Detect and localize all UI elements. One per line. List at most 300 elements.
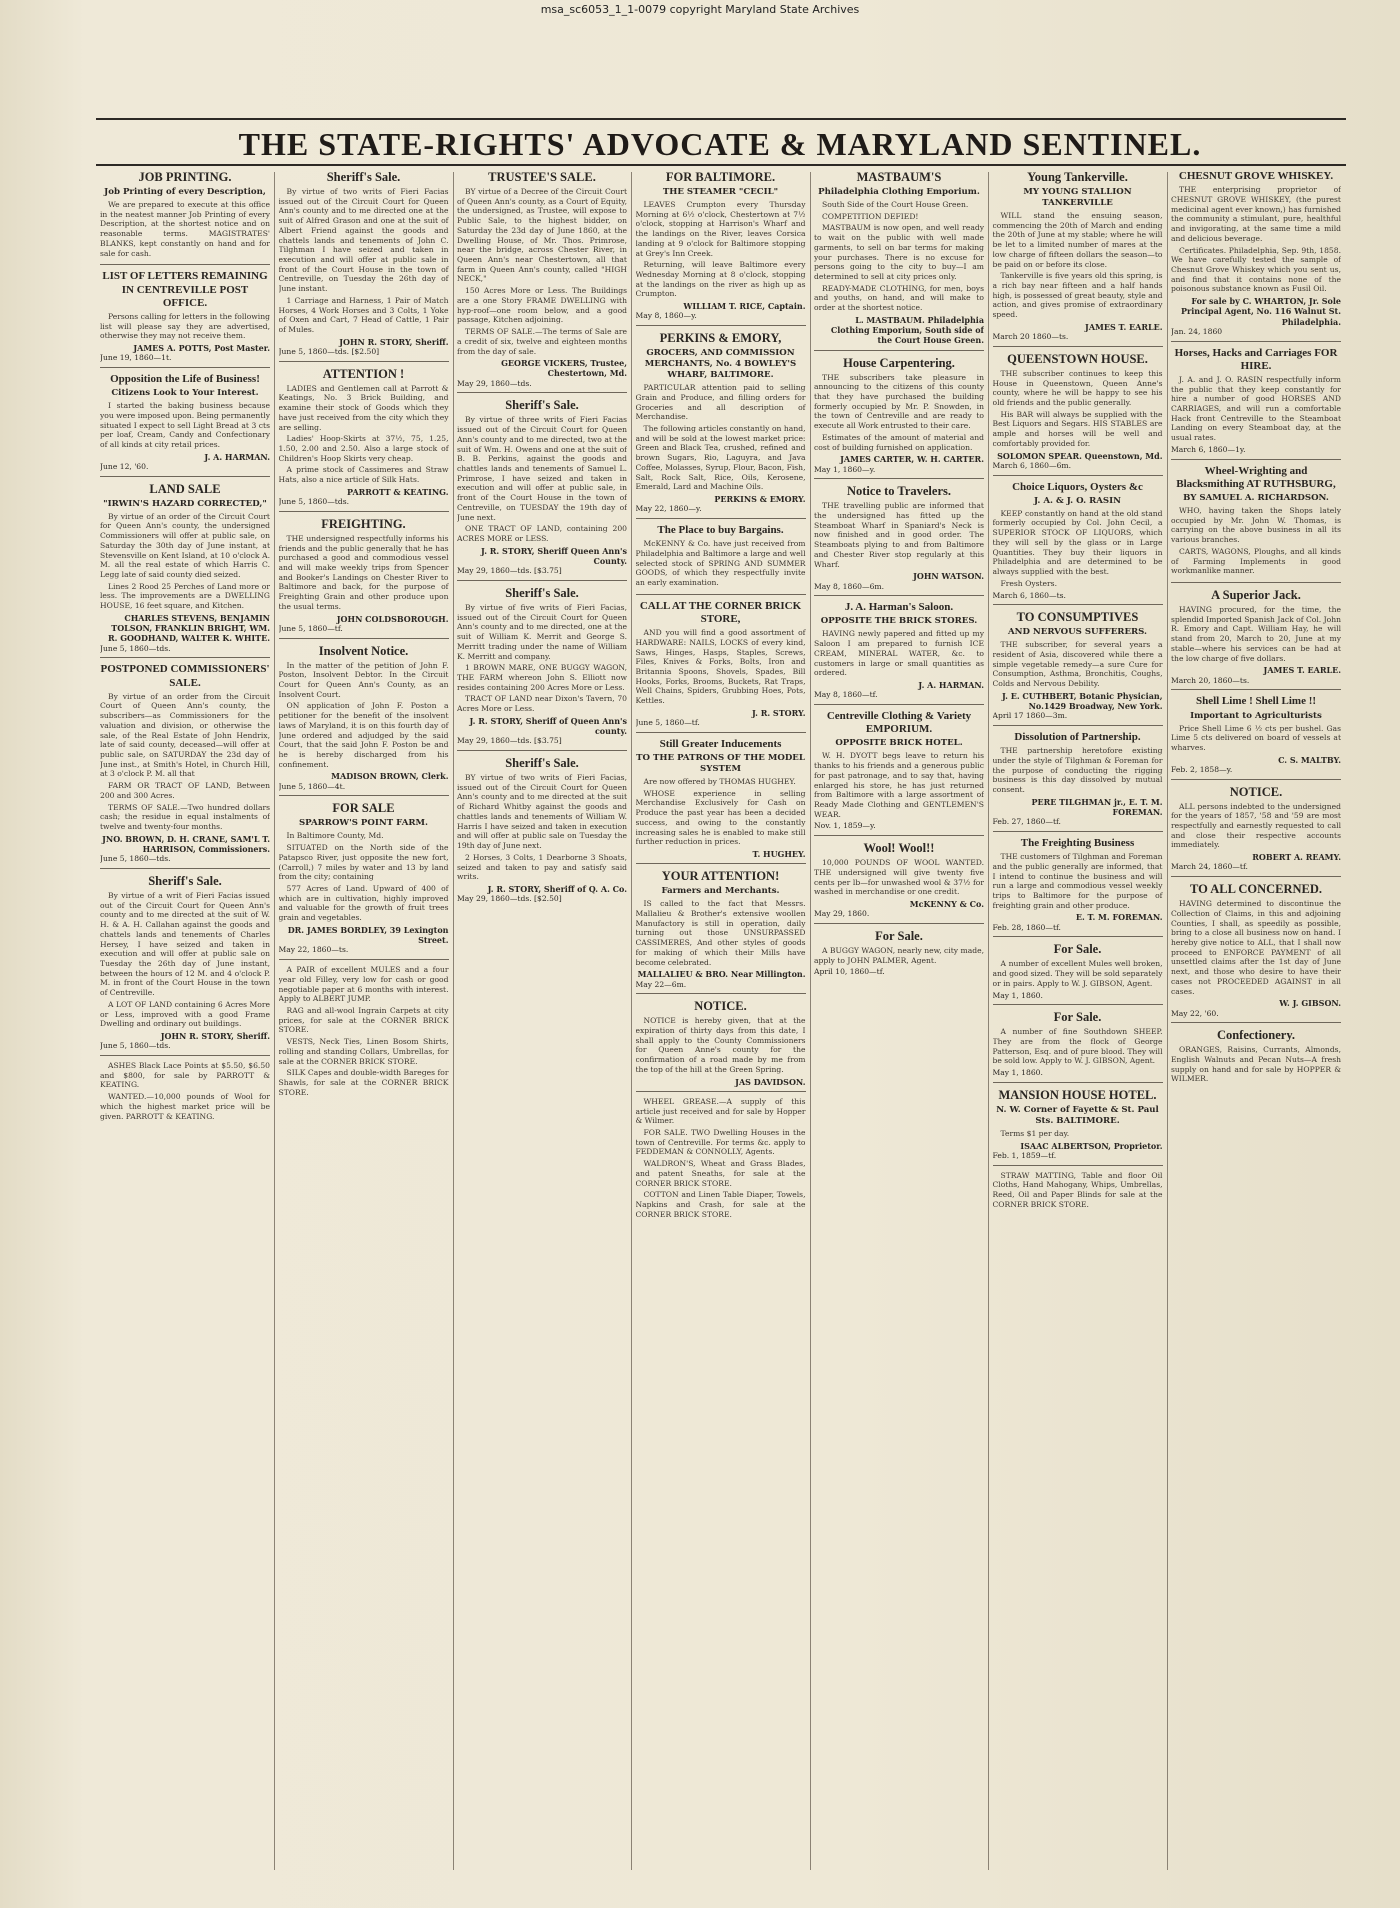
ad-paragraph: WHO, having taken the Shops lately occupied by Mr. John W. Thomas, is carrying on the above business in all its various branches. bbox=[1171, 506, 1341, 545]
ad-subhead: "IRWIN'S HAZARD CORRECTED," bbox=[103, 498, 267, 509]
ad-paragraph: COMPETITION DEFIED! bbox=[822, 211, 919, 221]
advertisement bbox=[814, 841, 984, 924]
ad-body bbox=[636, 628, 806, 706]
ad-paragraph: Are now offered by THOMAS HUGHEY. bbox=[643, 777, 796, 787]
ad-body bbox=[636, 200, 806, 299]
ad-paragraph: WILL stand the ensuing season, commencing the 20th of March and ending the 20th of June at my stable; where he will be let to a limited number of mares at the low charge of fifteen dollars the season—to be paid on or before its close. bbox=[992, 211, 1163, 269]
ad-signature: JOHN R. STORY, Sheriff. bbox=[160, 1031, 270, 1042]
ad-signature: L. MASTBAUM. Philadelphia Clothing Emporium, South side of the Court House Green. bbox=[830, 314, 984, 346]
ad-headline: Centreville Clothing & Variety EMPORIUM. bbox=[826, 710, 972, 736]
ad-body bbox=[279, 661, 449, 770]
ad-headline: A Superior Jack. bbox=[1211, 588, 1301, 603]
ad-signature: CHARLES STEVENS, BENJAMIN TOLSON, FRANKLIN BRIGHT, WM. R. GOODHAND, WALTER K. WHITE. bbox=[107, 612, 270, 644]
column-6 bbox=[993, 170, 1163, 1870]
ad-subhead: GROCERS, AND COMMISSION MERCHANTS, No. 4 BOWLEY'S WHARF, BALTIMORE. bbox=[644, 348, 797, 381]
ad-paragraph: Estimates of the amount of material and cost of building furnished on application. bbox=[814, 432, 984, 452]
advertisement bbox=[100, 270, 270, 368]
advertisement bbox=[814, 710, 984, 836]
advertisement bbox=[993, 942, 1163, 1005]
ad-paragraph: ONE TRACT OF LAND, containing 200 ACRES MORE or LESS. bbox=[457, 524, 627, 544]
advertisement bbox=[457, 170, 627, 393]
ad-date: June 5, 1860—tds. [$2.50] bbox=[278, 347, 380, 357]
ad-headline: CALL AT THE CORNER BRICK STORE, bbox=[639, 599, 802, 625]
ad-paragraph: BY virtue of a Decree of the Circuit Court of Queen Ann's county, as a Court of Equity, the undersigned, as Trustee, will expose to Public Sale, to the highest bidder, on Saturday the 23d day of June 1860, at the Dwelling House, of Mr. Thos. Primrose, near the bridge, across Chester River, in Queen Ann's near Chestertown, all that farm in Queen Ann's county, called "HIGH NECK," bbox=[457, 187, 627, 284]
ad-headline: Sheriff's Sale. bbox=[505, 585, 579, 600]
ad-body bbox=[814, 373, 984, 453]
advertisement bbox=[1171, 347, 1341, 460]
ad-headline: Insolvent Notice. bbox=[318, 643, 409, 658]
ad-body bbox=[1171, 375, 1341, 443]
ad-paragraph: IS called to the fact that Messrs. Mallalieu & Brother's extensive woollen Manufactory is still in operation, daily turning out those UNSURPASSED CASSIMERES, And other styles of goods for making of which their Mills have become celebrated. bbox=[635, 899, 806, 967]
ad-headline: Young Tankerville. bbox=[1027, 170, 1128, 184]
ad-paragraph: NOTICE is hereby given, that at the expiration of thirty days from this date, I shall apply to the County Commissioners for Queen Anne's county for the confirmation of a road made by me from the top of the hill at the Green Spring. bbox=[635, 1016, 806, 1074]
ad-paragraph: TRACT OF LAND near Dixon's Tavern, 70 Acres More or Less. bbox=[457, 694, 627, 714]
advertisement bbox=[279, 965, 449, 1103]
ad-headline: For Sale. bbox=[875, 928, 923, 943]
advertisement bbox=[1171, 785, 1341, 878]
advertisement bbox=[636, 869, 806, 994]
ad-paragraph: The following articles constantly on hand, and will be sold at the lowest market price: Green and Black Tea, crushed, refined and brown Sugars, Rio, Laguyra, and Java Coffee, Molasses, Syrup, Flour, Bacon, Fish, Salt, Rock Salt, Rice, Oils, Kerosene, Emerald, Lard and Machine Oils. bbox=[635, 424, 806, 492]
column-divider bbox=[274, 172, 275, 1870]
ad-body bbox=[457, 603, 627, 714]
ad-paragraph: CARTS, WAGONS, Ploughs, and all kinds of Farming Implements in good workmanlike manner. bbox=[1171, 546, 1341, 576]
ad-headline: The Freighting Business bbox=[1020, 836, 1135, 849]
advertisement bbox=[636, 999, 806, 1092]
ad-paragraph: 1 Carriage and Harness, 1 Pair of Match Horses, 4 Work Horses and 3 Colts, 1 Yoke of Oxen and Cart, 7 Head of Cattle, 1 Pair of Mules. bbox=[278, 295, 449, 335]
ad-signature: T. HUGHEY. bbox=[752, 849, 806, 860]
ad-headline: The Place to buy Bargains. bbox=[657, 524, 784, 536]
ad-date: May 29, 1860—tds. bbox=[457, 378, 532, 388]
ad-date: June 5, 1860—tf. bbox=[278, 623, 343, 633]
archive-caption: msa_sc6053_1_1-0079 copyright Maryland State Archives bbox=[540, 3, 860, 16]
ad-paragraph: READY-MADE CLOTHING, for men, boys and youths, on hand, and will make to order at the shortest notice. bbox=[814, 283, 984, 313]
ad-body bbox=[457, 773, 627, 882]
advertisement bbox=[279, 801, 449, 960]
ad-paragraph: ON application of John F. Poston a petitioner for the benefit of the insolvent laws of Maryland, it is on this fourth day of June ordered and adjudged by the said Court, that the said John F. Poston be and he is hereby discharged from his confinement. bbox=[278, 701, 449, 769]
ad-date: June 5, 1860—4t. bbox=[278, 781, 346, 791]
ad-paragraph: THE undersigned respectfully informs his friends and the public generally that he has purchased a good and commodious vessel and will make weekly trips from Spencer and Booker's Landings on Chester River to Baltimore and back, for the purpose of Freighting Grain and other produce upon the usual terms. bbox=[278, 533, 449, 611]
ad-headline: ATTENTION ! bbox=[322, 366, 405, 381]
ad-subhead: AND NERVOUS SUFFERERS. bbox=[1007, 627, 1148, 638]
ad-paragraph: Tankerville is five years old this spring, is a rich bay near fifteen and a half hands high, is possessed of great beauty, style and action, and gives promise of extraordinary speed. bbox=[992, 271, 1163, 320]
ad-paragraph: By virtue of an order from the Circuit Court of Queen Ann's county, the subscribers—as Commissioners for the valuation and division, or otherwise the sale, of the Real Estate of John Hendrix, late of said county, deceased—will offer at public sale, on SATURDAY the 23d day of June inst., at Smith's Hotel, in Church Hill, at 3 o'clock P. M. all that bbox=[100, 691, 270, 779]
ad-paragraph: TERMS OF SALE.—The terms of Sale are a credit of six, twelve and eighteen months from the day of sale. bbox=[457, 327, 627, 356]
ad-paragraph: J. A. and J. O. RASIN respectfully inform the public that they keep constantly for hire a number of good HORSES AND CARRIAGES, and will run a comfortable Hack front Centreville to the Steamboat Landing on every Steamboat day, at the usual rates. bbox=[1171, 374, 1341, 443]
ad-paragraph: ASHES Black Lace Points at $5.50, $6.50 and $800, for sale by PARROTT & KEATING. bbox=[100, 1060, 270, 1090]
advertisement bbox=[993, 1088, 1163, 1166]
ad-paragraph: W. H. DYOTT begs leave to return his thanks to his friends and a generous public for past patronage, and to say that, having enlarged his store, he has just returned from Baltimore with a large assortment of Ready Made Clothing and GENTLEMEN'S WEAR. bbox=[814, 751, 984, 819]
advertisement bbox=[457, 586, 627, 751]
ad-signature: J. E. CUTHBERT, Botanic Physician, No.1429 Broadway, New York. bbox=[1002, 690, 1163, 712]
ad-paragraph: PARTICULAR attention paid to selling Grain and Produce, and filling orders for Groceries and all description of Merchandise. bbox=[635, 383, 806, 422]
ad-headline: Wheel-Wrighting and Blacksmithing AT RUTHSBURG, bbox=[1176, 464, 1336, 490]
ad-date: Feb. 1, 1859—tf. bbox=[992, 1150, 1057, 1160]
ad-date: Feb. 2, 1858—y. bbox=[1171, 764, 1233, 774]
ad-date: May 29, 1860—tds. [$3.75] bbox=[457, 736, 562, 746]
column-4 bbox=[636, 170, 806, 1870]
advertisement bbox=[100, 663, 270, 869]
ad-body bbox=[1171, 899, 1341, 996]
advertisement bbox=[636, 1097, 806, 1226]
column-7 bbox=[1171, 170, 1341, 1870]
ad-paragraph: WHEEL GREASE.—A supply of this article just received and for sale by Hopper & Wilmer. bbox=[635, 1096, 806, 1126]
ad-headline: Sheriff's Sale. bbox=[505, 398, 579, 413]
ad-signature: JNO. BROWN, D. H. CRANE, SAM'L T. HARRISON, Commissioners. bbox=[102, 833, 270, 854]
ad-body bbox=[1171, 1045, 1341, 1084]
ad-subhead: J. A. & J. O. RASIN bbox=[1033, 495, 1122, 506]
ad-paragraph: MASTBAUM is now open, and well ready to wait on the public with well made garments, to sell on bar terms for making your purchases. There is no excuse for persons going to the city to buy—I am determined to sell at city prices only. bbox=[814, 223, 984, 282]
advertisement bbox=[636, 331, 806, 519]
advertisement bbox=[100, 1061, 270, 1127]
ad-paragraph: I started the baking business because you were imposed upon. Being permanently situated I expect to sell Light Bread at 3 cts per loaf, Cream, Candy and Confectionary of all kinds at city retail prices. bbox=[100, 401, 270, 450]
advertisement bbox=[814, 170, 984, 351]
ad-signature: GEORGE VICKERS, Trustee, Chestertown, Md. bbox=[501, 358, 627, 379]
ad-subhead: MY YOUNG STALLION TANKERVILLE bbox=[1023, 187, 1132, 208]
ad-signature: WILLIAM T. RICE, Captain. bbox=[683, 301, 806, 312]
ad-body bbox=[993, 640, 1163, 689]
ad-body bbox=[100, 200, 270, 258]
ad-paragraph: WALDRON'S, Wheat and Grass Blades, and patent Sneaths, for sale at the CORNER BRICK STORE. bbox=[635, 1159, 806, 1188]
ad-signature: JAMES T. EARLE. bbox=[1085, 321, 1163, 332]
ad-signature: DR. JAMES BORDLEY, 39 Lexington Street. bbox=[287, 924, 449, 946]
ad-headline: Choice Liquors, Oysters &c bbox=[1012, 480, 1143, 493]
ad-signature: JAMES T. EARLE. bbox=[1263, 665, 1341, 676]
ad-body bbox=[993, 1129, 1163, 1139]
ad-headline: Notice to Travelers. bbox=[846, 484, 951, 499]
ad-paragraph: HAVING newly papered and fitted up my Saloon I am prepared to furnish ICE CREAM, MINERAL WATER, &c. to customers in large or small quantities as ordered. bbox=[814, 629, 984, 678]
masthead-bottom-rule bbox=[96, 164, 1346, 166]
ad-date: June 19, 1860—1t. bbox=[100, 353, 172, 363]
ad-body bbox=[279, 965, 449, 1097]
ad-signature: J. R. STORY. bbox=[751, 707, 806, 718]
ad-body bbox=[279, 187, 449, 335]
ad-body bbox=[279, 534, 449, 612]
columns-container bbox=[100, 170, 1350, 1870]
ad-paragraph: FARM OR TRACT OF LAND, Between 200 and 300 Acres. bbox=[100, 781, 270, 800]
advertisement bbox=[993, 731, 1163, 832]
ad-headline: FOR SALE bbox=[332, 801, 395, 816]
ad-paragraph: Certificates. Philadelphia, Sep. 9th, 1858. We have carefully tested the sample of Chesnut Grove Whiskey which you sent us, and find that it contains none of the poisonous substance known as Fusil Oil. bbox=[1171, 245, 1341, 294]
masthead-title: THE STATE-RIGHTS' ADVOCATE & MARYLAND SENTINEL. bbox=[238, 126, 1202, 162]
ad-body bbox=[636, 1016, 806, 1074]
advertisement bbox=[993, 481, 1163, 606]
ad-body bbox=[457, 187, 627, 356]
ad-paragraph: 1 BROWN MARE, ONE BUGGY WAGON, THE FARM whereon John S. Elliott now resides containing 200 Acres More or Less. bbox=[457, 663, 627, 692]
ad-paragraph: HAVING procured, for the time, the splendid Imported Spanish Jack of Col. John R. Emory and Capt. William Hay, he will stand from 20, March to 20, June at my stable—where his services can be had at the low charge of five dollars. bbox=[1171, 605, 1341, 663]
ad-date: June 12, '60. bbox=[100, 462, 149, 471]
ad-body bbox=[993, 211, 1163, 320]
ad-paragraph: A BUGGY WAGON, nearly new, city made, apply to JOHN PALMER, Agent. bbox=[814, 945, 984, 965]
ad-subhead: OPPOSITE THE BRICK STORES. bbox=[820, 616, 978, 627]
ad-signature: ISAAC ALBERTSON, Proprietor. bbox=[1020, 1140, 1163, 1151]
ad-paragraph: A PAIR of excellent MULES and a four year old Filley, very low for cash or good negotiable paper at 6 months with interest. Apply to ALBERT JUMP. bbox=[278, 965, 449, 1004]
ad-headline: MASTBAUM'S bbox=[856, 170, 942, 184]
advertisement bbox=[1171, 1028, 1341, 1090]
ad-signature: E. T. M. FOREMAN. bbox=[1075, 912, 1163, 923]
ad-subhead: OPPOSITE BRICK HOTEL. bbox=[835, 738, 963, 749]
ad-paragraph: COTTON and Linen Table Diaper, Towels, Napkins and Crash, for sale at the CORNER BRICK STORE. bbox=[635, 1190, 806, 1219]
column-1 bbox=[100, 170, 270, 1870]
column-divider bbox=[810, 172, 811, 1870]
ad-body bbox=[814, 858, 984, 897]
ad-date: June 5, 1860—tds. bbox=[100, 1041, 171, 1051]
advertisement bbox=[993, 837, 1163, 937]
ad-headline: TO CONSUMPTIVES bbox=[1016, 610, 1139, 625]
ad-date: March 6, 1860—1y. bbox=[1171, 444, 1246, 454]
ad-signature: J. R. STORY, Sheriff Queen Ann's County. bbox=[481, 545, 627, 566]
ad-signature: W. J. GIBSON. bbox=[1279, 998, 1341, 1009]
ad-paragraph: A number of fine Southdown SHEEP. They are from the flock of George Patterson, Esq. and of pure blood. They will be sold low. Apply to W. J. GIBSON, Agent. bbox=[992, 1027, 1163, 1066]
ad-paragraph: A LOT OF LAND containing 6 Acres More or Less, improved with a good Frame Dwelling and ordinary out buildings. bbox=[100, 999, 270, 1029]
ad-paragraph: RAG and all-wool Ingrain Carpets at city prices, for sale at the CORNER BRICK STORE. bbox=[278, 1005, 449, 1035]
ad-paragraph: Terms $1 per day. bbox=[1000, 1128, 1070, 1138]
ad-date: June 5, 1860—tds. bbox=[278, 497, 350, 507]
ad-date: March 24, 1860—tf. bbox=[1171, 862, 1248, 872]
ad-date: May 22, 1860—ts. bbox=[278, 945, 349, 955]
ad-body bbox=[100, 312, 270, 341]
ad-body bbox=[100, 1061, 270, 1121]
ad-body bbox=[814, 751, 984, 819]
ad-subhead: SPARROW'S POINT FARM. bbox=[298, 818, 429, 829]
ad-signature: MALLALIEU & BRO. Near Millington. bbox=[637, 969, 806, 980]
advertisement bbox=[100, 373, 270, 477]
ad-date: May 29, 1860. bbox=[814, 909, 870, 919]
ad-headline: Still Greater Inducements bbox=[659, 737, 782, 750]
ad-headline: J. A. Harman's Saloon. bbox=[844, 601, 954, 614]
ad-signature: McKENNY & Co. bbox=[909, 899, 984, 910]
ad-headline: Horses, Hacks and Carriages FOR HIRE. bbox=[1174, 346, 1338, 372]
advertisement bbox=[993, 1171, 1163, 1216]
advertisement bbox=[1171, 588, 1341, 690]
ad-signature: JAMES CARTER, W. H. CARTER. bbox=[840, 454, 984, 465]
ad-signature: JOHN COLDSBOROUGH. bbox=[336, 613, 449, 624]
ad-body bbox=[993, 746, 1163, 795]
ad-headline: NOTICE. bbox=[694, 999, 747, 1014]
column-2 bbox=[279, 170, 449, 1870]
ad-paragraph: Fresh Oysters. bbox=[1000, 578, 1057, 588]
ad-headline: TRUSTEE'S SALE. bbox=[488, 170, 596, 184]
ad-date: May 8, 1860—6m. bbox=[814, 581, 885, 591]
ad-paragraph: 10,000 POUNDS OF WOOL WANTED. THE undersigned will give twenty five cents per lb—for unwashed wool & 37½ for washed in merchandise or one credit. bbox=[814, 858, 984, 897]
advertisement bbox=[1171, 882, 1341, 1023]
advertisement bbox=[814, 601, 984, 705]
ad-headline: For Sale. bbox=[1053, 1010, 1102, 1025]
ad-paragraph: 2 Horses, 3 Colts, 1 Dearborne 3 Shoats, seized and taken to pay and satisfy said writs. bbox=[457, 852, 627, 882]
ad-body bbox=[100, 891, 270, 1029]
ad-signature: PARROTT & KEATING. bbox=[347, 486, 449, 497]
ad-signature: JOHN WATSON. bbox=[913, 571, 984, 582]
ad-date: June 5, 1860—tds. bbox=[100, 643, 171, 653]
ad-date: Feb. 28, 1860—tf. bbox=[992, 922, 1061, 932]
column-divider bbox=[1167, 172, 1168, 1870]
ad-date: May 29, 1860—tds. [$3.75] bbox=[457, 566, 562, 576]
ad-headline: Dissolution of Partnership. bbox=[1014, 731, 1141, 743]
ad-paragraph: By virtue of three writs of Fieri Facias issued out of the Circuit Court for Queen Ann's county and to me directed, two at the suit of Wm. H. Owens and one at the suit of B. B. Perkins, against the goods and chattles lands and tenements of Samuel L. Primrose, I have seized and taken in execution and will offer at public sale, in front of the Court House in the town of Centreville, on TUESDAY the 19th day of June next. bbox=[457, 415, 627, 522]
ad-paragraph: THE subscriber continues to keep this House in Queenstown, Queen Anne's county, where he will be happy to see his old friends and the public generally. bbox=[992, 368, 1163, 408]
advertisement bbox=[100, 874, 270, 1056]
ad-headline: QUEENSTOWN HOUSE. bbox=[1007, 351, 1148, 366]
ad-paragraph: 150 Acres More or Less. The Buildings are a one Story FRAME DWELLING with hyp-roof—one room below, and a good passage, Kitchen adjoining. bbox=[457, 286, 627, 325]
ad-body bbox=[100, 401, 270, 450]
ad-paragraph: ORANGES, Raisins, Currants, Almonds, English Walnuts and Pecan Nuts—A fresh supply on hand and for sale by HOPPER & WILMER. bbox=[1171, 1045, 1341, 1084]
ad-date: June 5, 1860—tf. bbox=[635, 718, 700, 728]
column-5 bbox=[814, 170, 984, 1870]
ad-signature: JAMES A. POTTS, Post Master. bbox=[133, 343, 270, 354]
ad-subhead: Citizens Look to Your Interest. bbox=[111, 388, 259, 399]
advertisement bbox=[993, 1010, 1163, 1083]
ad-paragraph: THE partnership heretofore existing under the style of Tilghman & Foreman for the purpose of conducting the rigging business is this day dissolved by mutual consent. bbox=[992, 746, 1163, 795]
ad-date: March 20 1860—ts. bbox=[992, 332, 1069, 342]
ad-subhead: N. W. Corner of Fayette & St. Paul Sts. BALTIMORE. bbox=[996, 1104, 1159, 1126]
ad-body bbox=[993, 1027, 1163, 1066]
ad-paragraph: FOR SALE. TWO Dwelling Houses in the town of Centreville. For terms &c. apply to FEDDEMAN & CONNOLLY, Agents. bbox=[635, 1128, 806, 1157]
ad-date: May 22—6m. bbox=[635, 979, 687, 989]
advertisement bbox=[100, 170, 270, 265]
ad-body bbox=[636, 383, 806, 492]
ad-date: May 8, 1860—y. bbox=[635, 311, 697, 321]
ad-body bbox=[814, 946, 984, 965]
ad-paragraph: Lines 2 Rood 25 Perches of Land more or less. The improvements are a DWELLING HOUSE, 16 feet square, and Kitchen. bbox=[100, 581, 270, 611]
ad-body bbox=[993, 509, 1163, 589]
ad-paragraph: South Side of the Court House Green. bbox=[822, 200, 969, 209]
ad-headline: House Carpentering. bbox=[843, 355, 955, 370]
ad-body bbox=[1171, 724, 1341, 753]
advertisement bbox=[993, 170, 1163, 347]
ad-paragraph: LADIES and Gentlemen call at Parrott & Keatings, No. 3 Brick Building, and examine their stock of Goods which they have just received from the city which they are selling. bbox=[278, 383, 449, 432]
ad-paragraph: HAVING determined to discontinue the Collection of Claims, in this and adjoining Counties, I shall, as speedily as possible, bring to a close all business now on hand. I hereby give notice to ALL, that I shall now proceed to ENFORCE PAYMENT of all unsettled claims after the 1st day of June next, and those who desire to have their cases not PROCEEDED AGAINST in all cases. bbox=[1171, 899, 1341, 996]
ad-paragraph: SITUATED on the North side of the Patapsco River, just opposite the new fort, (Carroll,) 7 miles by water and 13 by land from the city; containing bbox=[278, 843, 449, 882]
ad-body bbox=[1171, 506, 1341, 576]
ad-date: Jan. 24, 1860 bbox=[1171, 326, 1223, 336]
ad-date: April 10, 1860—tf. bbox=[814, 967, 885, 977]
ad-signature: J. A. HARMAN. bbox=[918, 680, 984, 691]
ad-signature: C. S. MALTBY. bbox=[1278, 754, 1341, 765]
ad-paragraph: By virtue of five writs of Fieri Facias, issued out of the Circuit Court for Queen Ann's county and to me directed, one at the suit of William K. Merrit and George S. Merritt trading under the name of William K. Merritt and company. bbox=[457, 602, 627, 661]
ad-body bbox=[636, 1097, 806, 1220]
ad-headline: FOR BALTIMORE. bbox=[665, 170, 776, 184]
column-divider bbox=[453, 172, 454, 1870]
ad-signature: JOHN R. STORY, Sheriff. bbox=[339, 336, 449, 347]
advertisement bbox=[814, 929, 984, 981]
ad-paragraph: Price Shell Lime 6 ½ cts per bushel. Gas Lime 5 cts delivered on board of vessels at wharves. bbox=[1171, 723, 1341, 752]
column-divider bbox=[631, 172, 632, 1870]
ad-body bbox=[279, 384, 449, 485]
ad-paragraph: WANTED.—10,000 pounds of Wool for which the highest market price will be given. PARROTT & KEATING. bbox=[100, 1092, 270, 1121]
ad-headline: PERKINS & EMORY, bbox=[659, 331, 782, 346]
ad-body bbox=[1171, 185, 1341, 294]
ad-paragraph: A number of excellent Mules well broken, and good sized. They will be sold separately or in pairs. Apply to W. J. GIBSON, Agent. bbox=[992, 959, 1163, 988]
ad-subhead: Philadelphia Clothing Emporium. bbox=[818, 187, 980, 197]
ad-subhead: BY SAMUEL A. RICHARDSON. bbox=[1183, 493, 1329, 504]
ad-date: March 6, 1860—ts. bbox=[992, 590, 1066, 600]
column-3 bbox=[457, 170, 627, 1870]
ad-date: May 1, 1860—y. bbox=[814, 464, 876, 474]
ad-paragraph: In the matter of the petition of John F. Poston, Insolvent Debtor. In the Circuit Court for Queen Ann's County, as an Insolvent Court. bbox=[278, 660, 449, 699]
ad-headline: Opposition the Life of Business! bbox=[110, 372, 260, 385]
advertisement bbox=[457, 756, 627, 908]
advertisement bbox=[814, 484, 984, 596]
ad-subhead: THE STEAMER "CECIL" bbox=[662, 187, 779, 197]
advertisement bbox=[457, 398, 627, 581]
ad-paragraph: By virtue of a writ of Fieri Facias issued out of the Circuit Court for Queen Ann's county and to me directed at the suit of W. H. & A. H. Callahan against the goods and chattels lands and tenements of Charles Hersey, I have seized and taken in execution and will offer at public sale on Tuesday the 26th day of June instant, between the hours of 12 M. and 4 o'clock P. M. in front of the Court House in the town of Centreville. bbox=[100, 890, 270, 998]
advertisement bbox=[279, 517, 449, 639]
ad-paragraph: KEEP constantly on hand at the old stand formerly occupied by Col. John Cecil, a SUPERIOR STOCK OF LIQUORS, which they will sell by the glass or in Large Quantities. They buy their liquors in Philadelphia and are determined to be always supplied with the best. bbox=[992, 508, 1163, 577]
ad-headline: JOB PRINTING. bbox=[138, 170, 232, 184]
ad-subhead: Important to Agriculturists bbox=[1190, 710, 1322, 721]
ad-signature: For sale by C. WHARTON, Jr. Sole Principal Agent, No. 116 Walnut St. Philadelphia. bbox=[1180, 296, 1341, 327]
ad-body bbox=[1171, 802, 1341, 851]
ad-body bbox=[814, 501, 984, 569]
ad-paragraph: McKENNY & Co. have just received from Philadelphia and Baltimore a large and well selected stock of SPRING AND SUMMER GOODS, of which they respectfully invite an early examination. bbox=[635, 539, 806, 588]
ad-paragraph: VESTS, Neck Ties, Linen Bosom Shirts, rolling and standing Collars, Umbrellas, for sale at the CORNER BRICK STORE. bbox=[278, 1037, 449, 1066]
ad-paragraph: THE enterprising proprietor of CHESNUT GROVE WHISKEY, (the purest medicinal agent ever known,) has furnished the community a stimulant, pure, healthful and invigorating, at the same time a mild and delicious beverage. bbox=[1171, 185, 1341, 243]
ad-body bbox=[279, 831, 449, 922]
ad-body bbox=[1171, 605, 1341, 663]
ad-signature: J. R. STORY, Sheriff of Q. A. Co. bbox=[487, 883, 627, 894]
advertisement bbox=[279, 170, 449, 362]
ad-paragraph: SILK Capes and double-width Bareges for Shawls, for sale at the CORNER BRICK STORE. bbox=[278, 1068, 449, 1097]
ad-date: May 22, 1860—y. bbox=[635, 504, 702, 514]
ad-date: May 29, 1860—tds. [$2.50] bbox=[457, 894, 562, 904]
ad-signature: J. R. STORY, Sheriff of Queen Ann's county. bbox=[469, 715, 627, 737]
ad-signature: J. A. HARMAN. bbox=[204, 451, 270, 462]
ad-headline: LAND SALE bbox=[149, 481, 221, 496]
ad-date: May 1, 1860. bbox=[992, 1068, 1043, 1078]
ad-body bbox=[814, 629, 984, 678]
ad-paragraph: TERMS OF SALE.—Two hundred dollars cash; the residue in equal instalments of twelve and twenty-four months. bbox=[100, 802, 270, 832]
ad-headline: CHESNUT GROVE WHISKEY. bbox=[1178, 170, 1334, 182]
ad-headline: POSTPONED COMMISSIONERS' SALE. bbox=[100, 663, 270, 689]
ad-paragraph: STRAW MATTING, Table and floor Oil Cloths, Hand Mahogany, Whips, Umbrellas, Reed, Oil and Paper Blinds for sale at the CORNER BRICK STORE. bbox=[992, 1170, 1163, 1209]
column-divider bbox=[988, 172, 989, 1870]
ad-date: Nov. 1, 1859—y. bbox=[814, 821, 876, 831]
ad-paragraph: Ladies' Hoop-Skirts at 37½, 75, 1.25, 1.50, 2.00 and 2.50. Also a large stock of Children's Hoop Skirts very cheap. bbox=[278, 434, 449, 463]
ad-paragraph: WHOSE experience in selling Merchandise Exclusively for Cash on Produce the past year has been a decided success, and owing to the constantly increasing sales he is enabled to make still further reduction in prices. bbox=[635, 788, 806, 847]
ad-paragraph: THE subscribers take pleasure in announcing to the citizens of this county that they have purchased the building formerly occupied by Mr. P. Snowden, in the town of Centreville and are ready to execute all Work entrusted to their care. bbox=[814, 372, 984, 431]
ad-signature: JAS DAVIDSON. bbox=[735, 1076, 806, 1087]
advertisement bbox=[279, 367, 449, 512]
ad-paragraph: By virtue of an order of the Circuit Court for Queen Ann's county, the undersigned Commissioners will offer at public sale, on Saturday the 30th day of June instant, at Stevensville on Kent Island, at 10 o'clock A. M. all the real estate of which Harris C. Legg late of said county died seized. bbox=[100, 511, 270, 580]
ad-headline: FREIGHTING. bbox=[321, 516, 406, 531]
ad-headline: YOUR ATTENTION! bbox=[661, 869, 780, 884]
advertisement bbox=[1171, 695, 1341, 779]
ad-date: June 5, 1860—tds. bbox=[100, 854, 171, 864]
advertisement bbox=[636, 600, 806, 733]
ad-signature: MADISON BROWN, Clerk. bbox=[331, 771, 449, 782]
ad-date: March 6, 1860—6m. bbox=[992, 460, 1072, 470]
ad-paragraph: LEAVES Crumpton every Thursday Morning at 6½ o'clock, Chestertown at 7½ o'clock, stopping at Harrison's Wharf and the landings on the River, leaves Corsica landing at 9 o'clock for Baltimore stopping at Grey's Inn Creek. bbox=[635, 200, 806, 258]
ad-subhead: Job Printing of every Description, bbox=[104, 187, 266, 197]
ad-body bbox=[993, 852, 1163, 910]
ad-body bbox=[636, 899, 806, 967]
ad-date: May 8, 1860—tf. bbox=[814, 690, 878, 700]
ad-body bbox=[993, 959, 1163, 988]
ad-paragraph: His BAR will always be supplied with the Best Liquors and Segars. HIS STABLES are ample and horses will be well and comfortably provided for. bbox=[992, 409, 1163, 448]
ad-body bbox=[814, 200, 984, 313]
advertisement bbox=[1171, 465, 1341, 583]
ad-signature: SOLOMON SPEAR. Queenstown, Md. bbox=[997, 450, 1163, 461]
advertisement bbox=[1171, 170, 1341, 342]
ad-date: Feb. 27, 1860—tf. bbox=[992, 817, 1061, 827]
ad-headline: Shell Lime ! Shell Lime !! bbox=[1195, 695, 1317, 708]
advertisement bbox=[814, 356, 984, 480]
ad-headline: Sheriff's Sale. bbox=[148, 873, 222, 888]
ad-headline: NOTICE. bbox=[1229, 784, 1283, 799]
ad-paragraph: 577 Acres of Land. Upward of 400 of which are in cultivation, highly improved and valuable for the growth of fruit trees grain and vegetables. bbox=[278, 884, 449, 923]
ad-paragraph: Persons calling for letters in the following list will please say they are advertised, otherwise they may not receive them. bbox=[100, 311, 270, 341]
advertisement bbox=[636, 738, 806, 864]
ad-subhead: TO THE PATRONS OF THE MODEL SYSTEM bbox=[636, 753, 805, 775]
